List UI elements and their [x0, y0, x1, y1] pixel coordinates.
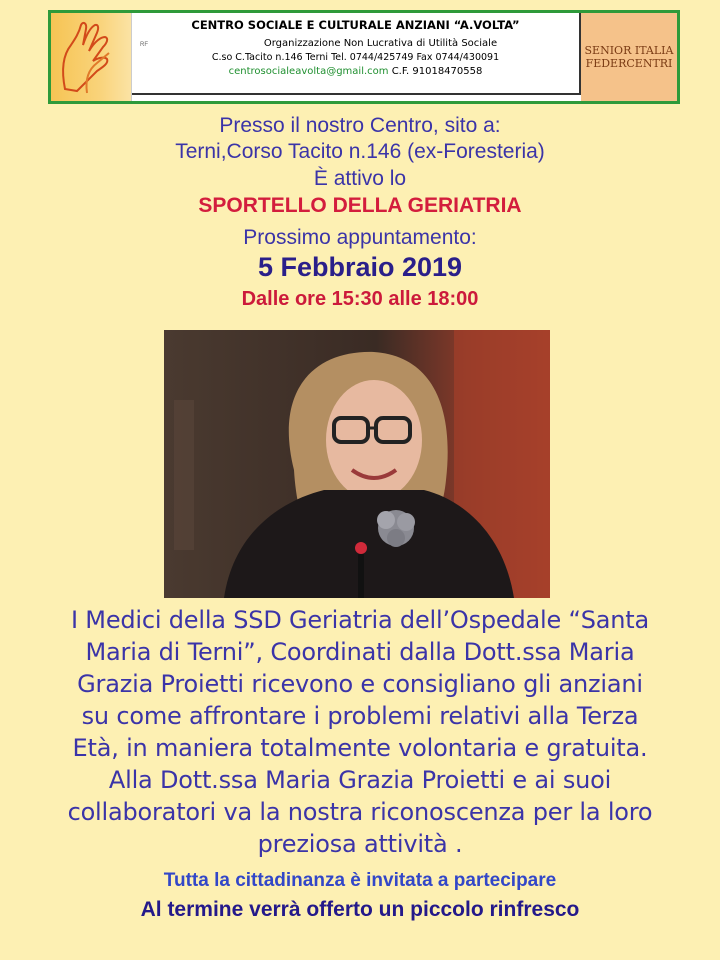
header-banner [48, 10, 680, 104]
appointment-hours: Dalle ore 15:30 alle 18:00 [241, 288, 479, 310]
paragraph-line-8: preziosa attività . [257, 830, 463, 858]
paragraph-line-3: Grazia Proietti ricevono e consigliano gli anziani [77, 670, 643, 698]
doctor-photo [164, 330, 550, 598]
center-title: CENTRO SOCIALE E CULTURALE ANZIANI “A.VOLTA” [191, 18, 520, 32]
hands-logo-icon [57, 19, 115, 95]
center-address: C.so C.Tacito n.146 Terni Tel. 0744/425749 Fax 0744/430091 [211, 52, 500, 63]
refreshment-line: Al termine verrà offerto un piccolo rinfresco [140, 898, 580, 921]
paragraph-line-1: I Medici della SSD Geriatria dell’Ospedale “Santa [71, 606, 649, 634]
header-info [132, 13, 581, 95]
intro-line-2: Terni,Corso Tacito n.146 (ex-Foresteria) [175, 140, 545, 163]
paragraph-line-4: su come affrontare i problemi relativi alla Terza [81, 702, 639, 730]
hands-logo [51, 13, 132, 101]
paragraph-line-5: Età, in maniera totalmente volontaria e gratuita. [72, 734, 648, 762]
intro-line-3: È attivo lo [313, 167, 407, 190]
header-mark: RF [140, 42, 148, 48]
intro-line-1: Presso il nostro Centro, sito a: [219, 114, 501, 137]
next-appointment-label: Prossimo appuntamento: [243, 226, 477, 249]
portrait-illustration [164, 330, 550, 598]
logo-line-1: SENIOR ITALIA [584, 44, 674, 57]
appointment-date: 5 Febbraio 2019 [257, 252, 463, 282]
paragraph-line-6: Alla Dott.ssa Maria Grazia Proietti e ai suoi [108, 766, 612, 794]
logo-line-2: FEDERCENTRI [585, 57, 673, 70]
paragraph-line-2: Maria di Terni”, Coordinati dalla Dott.ssa Maria [85, 638, 635, 666]
service-title: SPORTELLO DELLA GERIATRIA [198, 194, 522, 217]
tax-code: C.F. 91018470558 [391, 66, 483, 77]
description-paragraph [20, 604, 700, 860]
org-type: Organizzazione Non Lucrativa di Utilità Sociale [263, 38, 498, 49]
paragraph-line-7: collaboratori va la nostra riconoscenza per la loro [67, 798, 653, 826]
senior-italia-logo [581, 13, 677, 101]
contact-line [132, 66, 579, 77]
email-address[interactable]: centrosocialeavolta@gmail.com [228, 66, 389, 77]
invitation-line: Tutta la cittadinanza è invitata a partecipare [163, 870, 557, 891]
